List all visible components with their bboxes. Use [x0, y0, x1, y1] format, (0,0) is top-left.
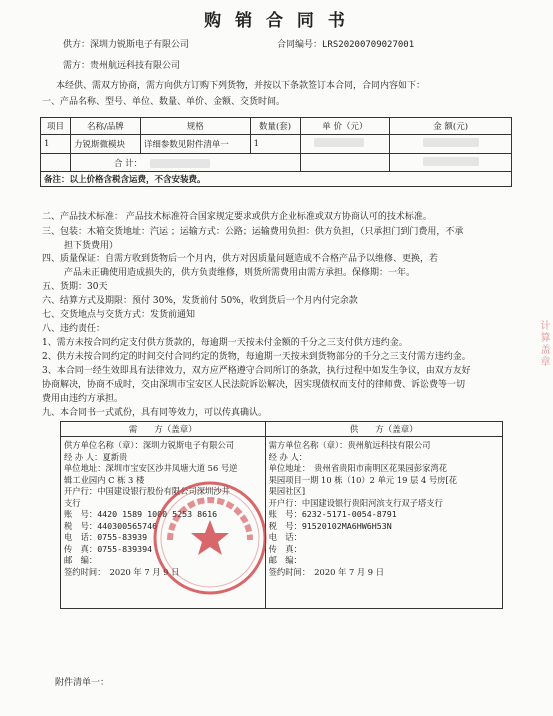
- supplier-line: 支行: [64, 497, 81, 508]
- buyer-line: 需方单位名称（章）：贵州航远科技有限公司: [268, 440, 431, 450]
- table-cell: [300, 154, 390, 172]
- buyer-line: 单位地址： 贵州省贵阳市南明区花果园彭家湾花: [268, 463, 448, 473]
- redacted-block: [150, 159, 210, 168]
- buyer-line: 果园项目一期 10 栋（10）2 单元 19 层 4 号房[花: [268, 474, 458, 485]
- table-cell: 详细参数见附件清单一: [140, 135, 250, 154]
- table-cell: 1: [41, 135, 71, 154]
- supplier-line: 辑工业园内 C 栋 3 楼: [64, 474, 145, 485]
- table-cell-redacted: [300, 135, 390, 154]
- clause: 3、本合同一经生效即具有法律效力，双方应严格遵守合同所订的条款，执行过程中如发生争议，由双方友好: [42, 366, 471, 376]
- product-table: [40, 117, 512, 187]
- clause: 费用由违约方承担。: [42, 394, 124, 404]
- signature-header-left: 需 方（盖章）: [61, 422, 266, 437]
- table-header: 规格: [140, 118, 250, 135]
- total-label: 合 计：: [113, 158, 143, 169]
- signature-body-row: [61, 437, 503, 609]
- buyer-sign-cell: [265, 437, 502, 609]
- clause: 七、交货地点与交货方式：发货前通知: [42, 310, 196, 320]
- buyer-line: 账 号：6232-5171-0054-8791: [268, 509, 397, 519]
- redacted-block: [423, 157, 479, 166]
- table-header: 项目: [41, 118, 71, 135]
- clause: 四、质量保证：自需方收到货物后一个月内，供方对因质量问题造成不合格产品予以维修、更换，若: [42, 254, 439, 264]
- clause: 担下货费用）: [64, 241, 119, 251]
- contract-no-label: 合同编号：: [277, 40, 323, 50]
- table-cell: 力锐斯微模块: [70, 135, 140, 154]
- buyer-line: 邮 编：: [268, 555, 302, 565]
- redacted-block: [314, 138, 364, 147]
- contract-no-row: [277, 39, 414, 51]
- buyer-line: 税 号：91520102MA6HW6H53N: [268, 520, 392, 531]
- contract-title: 购 销 合 同 书: [204, 11, 349, 31]
- clause: 六、结算方式及期限：预付 30%，发货前付 50%，收到货后一个月内付完余款: [42, 296, 358, 306]
- contract-no: LRS20200709027001: [322, 40, 415, 50]
- supplier-line: 电 话：0755-83939: [64, 532, 148, 542]
- supplier-line: 开户行：中国建设银行股份有限公司深圳沙井: [64, 486, 230, 496]
- table-cell-redacted: [390, 135, 512, 154]
- clause: 2、供方未按合同约定的时间交付合同约定的货物，每逾期一天按未到货物部分的千分之三支付需方违约金。: [42, 352, 471, 362]
- supplier-line: 经 办 人：夏新贵: [64, 451, 128, 462]
- supplier-name: 深圳力锐斯电子有限公司: [90, 40, 190, 50]
- table-cell: 1: [250, 135, 300, 154]
- buyer-name: 贵州航远科技有限公司: [90, 61, 181, 71]
- table-header: 数量(套): [250, 118, 300, 135]
- supplier-line: 签约时间： 2020 年 7 月 9 日: [64, 566, 180, 577]
- attachment-label: 附件清单一：: [55, 678, 110, 688]
- signature-table: [60, 421, 503, 609]
- clause: 五、货期：30天: [42, 282, 108, 292]
- supplier-line: 税 号：440300565746: [64, 520, 158, 531]
- supplier-line: 供方单位名称（章）：深圳力锐斯电子有限公司: [64, 440, 235, 450]
- total-label-cell: [70, 154, 300, 172]
- buyer-line: 经 办 人：: [268, 451, 308, 462]
- supplier-row: [63, 39, 189, 51]
- buyer-line: 开户行：中国建设银行贵阳河滨支行双子塔支行: [268, 497, 443, 508]
- clause: 九、本合同书一式贰份，具有同等效力，可以传真确认。: [42, 408, 268, 418]
- buyer-line: 电 话：: [268, 532, 302, 542]
- table-header: 名称/品牌: [70, 118, 140, 135]
- clause: 产品未正确使用造成损失的，供方负责维修，则货所需费用由需方承担。保修期：一年。: [64, 268, 416, 278]
- table-cell-redacted: [390, 154, 512, 172]
- table-row: [41, 135, 512, 154]
- company-seal-icon: [150, 478, 270, 598]
- supplier-line: 账 号：4420 1589 1000 5253 8616: [64, 509, 218, 519]
- table-header-row: [41, 118, 512, 135]
- buyer-line: 果园社区]: [268, 486, 306, 496]
- buyer-row: [63, 60, 180, 72]
- table-note: 备注：以上价格含税含运费，不含安装费。: [41, 172, 512, 187]
- redacted-block: [423, 138, 479, 147]
- table-header: 单 价（元）: [300, 118, 390, 135]
- clause: 协商解决，协商不成时，交由深圳市宝安区人民法院诉讼解决，因实现债权而支付的律师费、诉讼费等一切: [42, 380, 466, 390]
- edge-stamp: 计算盖章: [538, 320, 549, 368]
- clause: 八、违约责任：: [42, 324, 106, 334]
- table-cell: [41, 154, 71, 172]
- signature-header-right: 供 方（盖章）: [265, 422, 502, 437]
- table-note-row: [41, 172, 512, 187]
- clause: 三、包装：木箱交货地址：汽运 ；运输方式：公路；运输费用负担：供方负担，（只承担门到门费用，不承: [42, 227, 464, 237]
- buyer-line: 传 真：: [268, 543, 302, 554]
- supplier-line: 邮 编：: [64, 555, 98, 565]
- intro-text: 本经供、需双方协商，需方向供方订购下列货物，并按以下条款签订本合同，合同内容如下：: [56, 81, 426, 91]
- table-total-row: [41, 154, 512, 172]
- supplier-label: 供方：: [63, 40, 91, 50]
- buyer-label: 需方：: [63, 61, 91, 71]
- supplier-line: 传 真：0755-839394: [64, 543, 153, 554]
- supplier-line: 单位地址：深圳市宝安区沙井凤塘大道 56 号逆: [64, 463, 238, 473]
- buyer-line: 签约时间： 2020 年 7 月 9 日: [268, 566, 385, 577]
- signature-header-row: [61, 422, 503, 437]
- clause: 1、需方未按合同约定支付供方货款的，每逾期一天按未付金额的千分之三支付供方违约金。: [42, 338, 408, 348]
- table-header: 金 额(元): [390, 118, 512, 135]
- clause: 二、产品技术标准： 产品技术标准符合国家规定要求或供方企业标准或双方协商认可的技术标准。: [42, 212, 432, 222]
- section-one: 一、产品名称、型号、单位、数量、单价、金额、交货时间。: [42, 97, 286, 107]
